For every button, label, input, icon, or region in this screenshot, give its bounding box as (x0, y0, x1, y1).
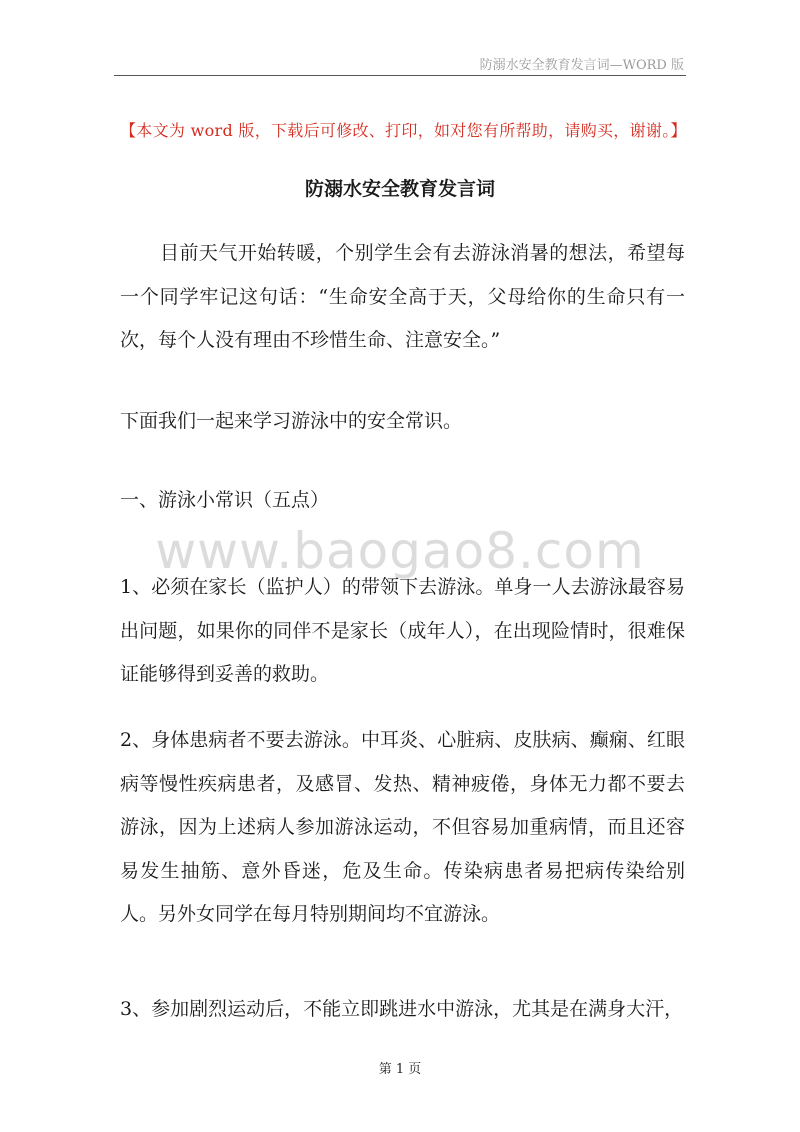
list-item-3: 3、参加剧烈运动后，不能立即跳进水中游泳，尤其是在满身大汗， (120, 998, 684, 1020)
section-heading: 一、游泳小常识（五点） (120, 489, 330, 511)
download-notice: 【本文为 word 版，下载后可修改、打印，如对您有所帮助，请购买，谢谢。】 (120, 121, 687, 140)
intro-paragraph: 目前天气开始转暖，个别学生会有去游泳消暑的想法，希望每一个同学牢记这句话：“生命安全高于天，父母给你的生命只有一次，每个人没有理由不珍惜生命、注意安全。” (120, 242, 685, 351)
header-divider (114, 75, 686, 76)
list-item-2: 2、身体患病者不要去游泳。中耳炎、心脏病、皮肤病、癫痫、红眼病等慢性疾病患者，及感冒、发热、精神疲倦，身体无力都不要去游泳，因为上述病人参加游泳运动，不但容易加重病情，而且还容易发生抽筋、意外昏迷，危及生命。传染病患者易把病传染给别人。另外女同学在每月特别期间均不宜游泳。 (120, 729, 685, 925)
running-header: 防溺水安全教育发言词—WORD 版 (479, 58, 684, 73)
document-title: 防溺水安全教育发言词 (304, 178, 495, 200)
page-number: 第 1 页 (378, 1062, 422, 1077)
list-item-1: 1、必须在家长（监护人）的带领下去游泳。单身一人去游泳最容易出问题，如果你的同伴不是家长（成年人），在出现险情时，很难保证能够得到妥善的救助。 (120, 576, 685, 685)
watermark: www.baogao8.com (155, 522, 645, 580)
lead-in-paragraph: 下面我们一起来学习游泳中的安全常识。 (120, 410, 463, 432)
